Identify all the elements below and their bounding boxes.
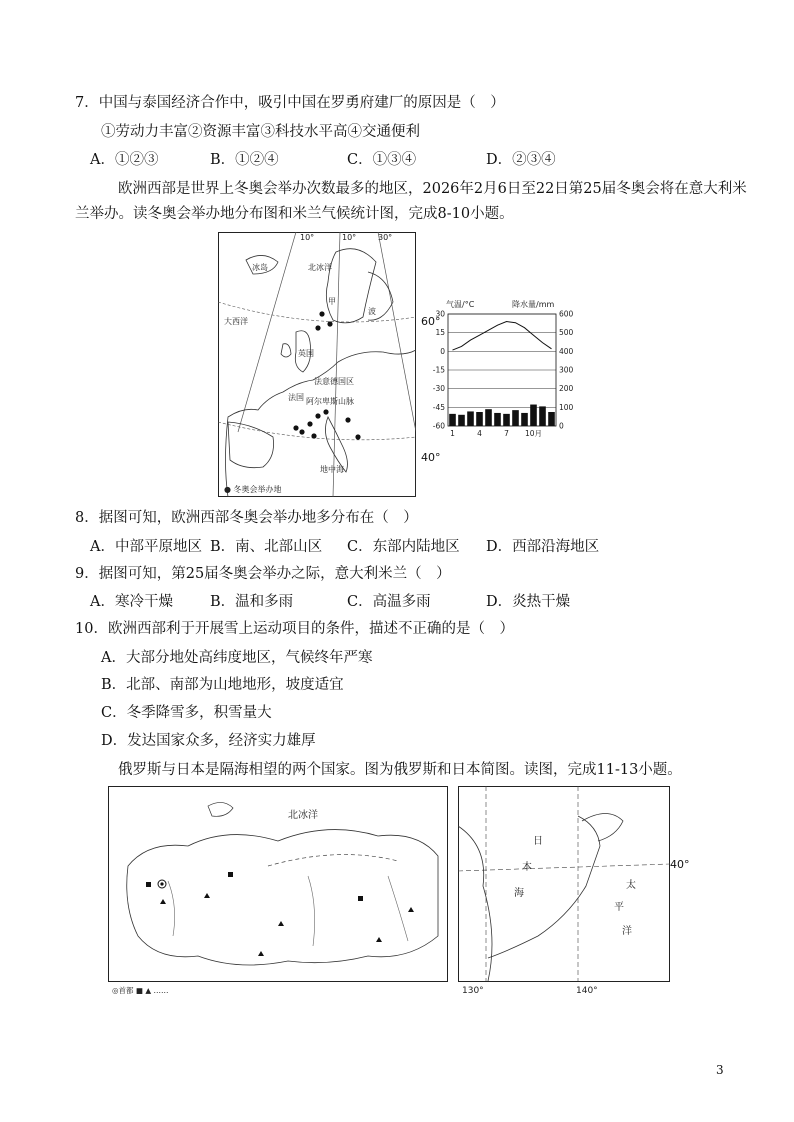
label-ping: 平	[614, 902, 624, 913]
q7-stem: 7．中国与泰国经济合作中，吸引中国在罗勇府建厂的原因是（ ）	[75, 95, 505, 111]
precip-tick: 300	[559, 365, 574, 375]
precip-bar	[485, 409, 492, 426]
label-arctic-ocean-2: 北冰洋	[288, 810, 318, 821]
q8-option-d: D．西部沿海地区	[486, 539, 600, 555]
month-tick: 10月	[524, 429, 543, 438]
precip-bar	[458, 415, 465, 426]
label-arctic-ocean: 北冰洋	[308, 263, 332, 272]
lon-label-2: 10°	[342, 233, 357, 242]
q8-option-c: C．东部内陆地区	[347, 539, 460, 555]
intro-europe-line2: 兰举办。读冬奥会举办地分布图和米兰气候统计图，完成8-10小题。	[75, 206, 514, 222]
precip-tick: 400	[559, 346, 574, 356]
precip-axis-label: 降水量/mm	[512, 300, 555, 309]
precip-bar	[494, 413, 501, 426]
precip-bar	[548, 412, 555, 426]
milan-climate-chart	[420, 296, 580, 441]
precip-tick: 100	[559, 402, 574, 412]
q7-items: ①劳动力丰富②资源丰富③科技水平高④交通便利	[101, 124, 420, 140]
month-tick: 7	[504, 429, 509, 438]
q10-option-d: D．发达国家众多，经济实力雄厚	[101, 733, 316, 749]
japan-lat-40: 40°	[670, 858, 690, 871]
temp-tick: 15	[435, 328, 445, 338]
label-iceland: 冰岛	[252, 263, 268, 272]
russia-map-legend: ◎首都 ■ ▲ ……	[112, 986, 169, 995]
precip-bar	[512, 410, 519, 426]
label-ben: 本	[522, 862, 532, 873]
precip-tick: 600	[559, 309, 574, 319]
precip-bar	[539, 406, 546, 426]
q10-option-a: A．大部分地处高纬度地区，气候终年严寒	[101, 650, 373, 666]
q8-option-a: A．中部平原地区	[90, 539, 202, 555]
temp-tick: 30	[435, 309, 445, 319]
lon-label-3: 30°	[378, 233, 393, 242]
label-alps: 阿尔卑斯山脉	[306, 397, 354, 406]
precip-tick: 200	[559, 384, 574, 394]
label-bo: 波	[368, 307, 376, 316]
japan-map	[458, 786, 670, 996]
label-atlantic: 大西洋	[224, 317, 248, 326]
map-legend: ● 冬奥会举办地	[224, 485, 282, 494]
precip-tick: 0	[559, 421, 564, 431]
precip-tick: 500	[559, 328, 574, 338]
q10-option-c: C．冬季降雪多，积雪量大	[101, 705, 272, 721]
q10-option-b: B．北部、南部为山地地形，坡度适宜	[101, 677, 344, 693]
label-hai: 海	[514, 888, 524, 899]
temp-tick: -60	[432, 421, 445, 431]
precip-bar	[476, 412, 483, 426]
q10-stem: 10．欧洲西部利于开展雪上运动项目的条件，描述不正确的是（ ）	[75, 621, 514, 637]
precip-bar	[530, 405, 537, 426]
precip-bar	[449, 414, 456, 426]
lon-140: 140°	[576, 986, 598, 996]
precip-bar	[521, 413, 528, 426]
temp-tick: -15	[432, 365, 445, 375]
russia-map	[108, 786, 448, 996]
q7-option-b: B．①②④	[210, 152, 279, 168]
q9-option-a: A．寒冷干燥	[90, 594, 173, 610]
q9-stem: 9．据图可知，第25届冬奥会举办之际，意大利米兰（ ）	[75, 566, 451, 582]
label-france: 法国	[288, 393, 304, 402]
precip-bar	[467, 411, 474, 426]
q8-option-b: B．南、北部山区	[210, 539, 323, 555]
precip-bar	[503, 414, 510, 426]
intro-europe-line1: 欧洲西部是世界上冬奥会举办次数最多的地区，2026年2月6日至22日第25届冬奥会将在意大利米	[118, 181, 747, 197]
lon-130: 130°	[462, 986, 484, 996]
q7-option-c: C．①③④	[347, 152, 417, 168]
label-ri: 日	[533, 836, 543, 847]
label-tai: 太	[626, 880, 636, 891]
q9-option-c: C．高温多雨	[347, 594, 431, 610]
q7-option-d: D．②③④	[486, 152, 556, 168]
q9-option-b: B．温和多雨	[210, 594, 294, 610]
month-tick: 4	[477, 429, 482, 438]
intro-russia-japan: 俄罗斯与日本是隔海相望的两个国家。图为俄罗斯和日本简图。读图，完成11-13小题。	[118, 762, 682, 778]
month-tick: 1	[450, 429, 455, 438]
label-mediterranean: 地中海	[320, 465, 344, 474]
label-region: 法意德国区	[314, 377, 354, 386]
label-yang: 洋	[622, 926, 632, 937]
lat-label-40: 40°	[421, 451, 441, 464]
q8-stem: 8．据图可知，欧洲西部冬奥会举办地多分布在（ ）	[75, 510, 418, 526]
temperature-line	[453, 322, 552, 351]
q9-option-d: D．炎热干燥	[486, 594, 571, 610]
temp-tick: -45	[432, 402, 445, 412]
lon-label-1: 10°	[300, 233, 315, 242]
label-jia: 甲	[328, 297, 336, 306]
temp-tick: 0	[440, 346, 445, 356]
q7-option-a: A．①②③	[90, 152, 159, 168]
label-uk: 英国	[298, 349, 314, 358]
europe-map	[218, 232, 416, 497]
temp-tick: -30	[432, 384, 445, 394]
temp-axis-label: 气温/°C	[446, 300, 475, 309]
lat-label-60: 60°	[421, 315, 441, 328]
page-number: 3	[716, 1063, 724, 1077]
